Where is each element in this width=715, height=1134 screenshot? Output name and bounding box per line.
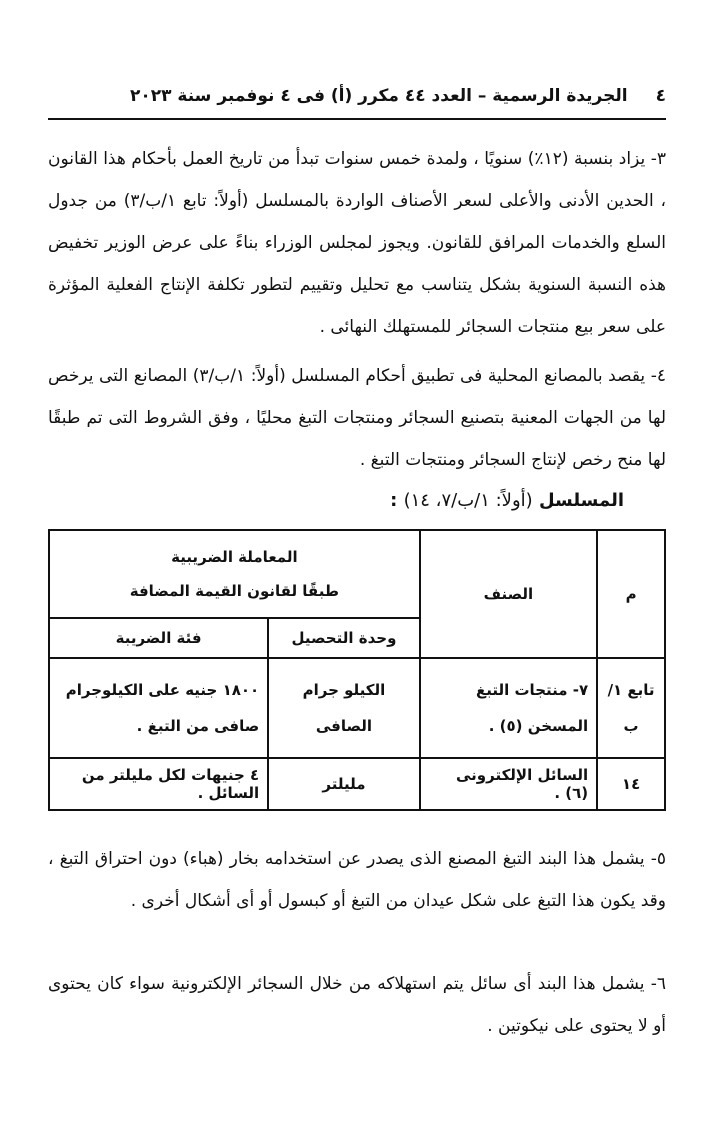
table-header-row [49,530,665,618]
header-unit: وحدة التحصيل [268,618,420,658]
paragraph-3: ٣- يزاد بنسبة (١٢٪) سنويًا ، ولمدة خمس سنوات تبدأ من تاريخ العمل بأحكام هذا القانون ، الحدين الأدنى والأعلى لسعر الأصناف الواردة بالمسلسل (أولاً: تابع ١/ب/٣) من جدول السلع والخدمات المرافق للقانون. ويجوز لمجلس الوزراء بناءً على عرض الوزير تخفيض هذه النسبة السنوية بشكل يتناسب مع تحليل وتقييم لتطور تكلفة الإنتاج الفعلية المؤثرة على سعر بيع منتجات السجائر للمستهلك النهائى . [48,149,666,337]
table-row [49,758,665,810]
paragraph-4: ٤- يقصد بالمصانع المحلية فى تطبيق أحكام المسلسل (أولاً: ١/ب/٣) المصانع التى يرخص لها من الجهات المعنية بتصنيع السجائر ومنتجات التبغ محليًا ، وفق الشروط التى تم طبقًا لها منح رخص لإنتاج السجائر ومنتجات التبغ . [48,366,666,470]
row-rate: ١٨٠٠ جنيه على الكيلوجرام صافى من التبغ . [49,658,268,758]
header-treatment [49,530,420,618]
tax-table [48,529,666,811]
header-category: الصنف [420,530,597,658]
page-number: ٤ [655,86,666,106]
series-heading [390,490,624,511]
row-category: ٧- منتجات التبغ المسخن (٥) . [420,658,597,758]
issue-line: الجريدة الرسمية – العدد ٤٤ مكرر (أ) فى ٤ نوفمبر سنة ٢٠٢٣ [130,86,628,106]
header-rate: فئة الضريبة [49,618,268,658]
row-unit: الكيلو جرام الصافى [268,658,420,758]
row-m: تابع ١/ب [597,658,665,758]
row-category: السائل الإلكترونى (٦) . [420,758,597,810]
table-row [49,658,665,758]
series-suffix: : [390,490,398,511]
header-m: م [597,530,665,658]
header-treatment-line1: المعاملة الضريبية [171,548,298,566]
series-ref: (أولاً: ١/ب/٧، ١٤) [403,490,533,511]
row-rate: ٤ جنيهات لكل مليلتر من السائل . [49,758,268,810]
series-label: المسلسل [538,490,624,511]
paragraph-6: ٦- يشمل هذا البند أى سائل يتم استهلاكه من خلال السجائر الإلكترونية سواء كان يحتوى أو لا يحتوى على نيكوتين . [48,974,666,1036]
row-unit: مليلتر [268,758,420,810]
row-m: ١٤ [597,758,665,810]
header-treatment-line2: طبقًا لقانون القيمة المضافة [129,582,339,600]
running-header [48,80,666,120]
paragraph-5: ٥- يشمل هذا البند التبغ المصنع الذى يصدر عن استخدامه بخار (هباء) دون احتراق التبغ ، وقد يكون هذا التبغ على شكل عيدان من التبغ أو كبسول أو أى أشكال أخرى . [48,849,666,911]
